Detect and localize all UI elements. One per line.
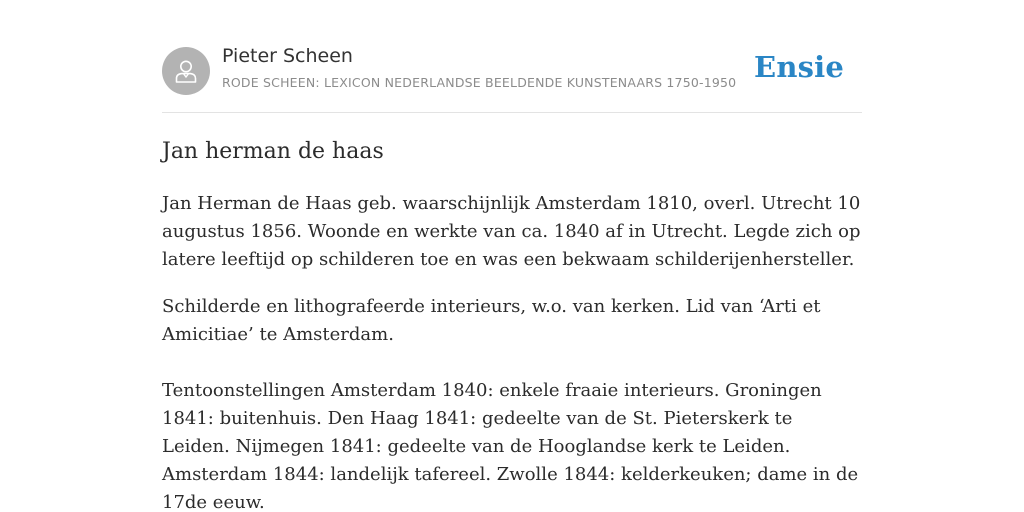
source-lexicon[interactable]: RODE SCHEEN: LEXICON NEDERLANDSE BEELDENDE KUNSTENAARS 1750-1950 bbox=[222, 75, 737, 90]
author-name[interactable]: Pieter Scheen bbox=[222, 45, 353, 67]
user-icon bbox=[171, 56, 201, 86]
entry-title: Jan herman de haas bbox=[162, 139, 384, 164]
entry-card bbox=[162, 0, 862, 512]
brand-logo[interactable]: Ensie bbox=[754, 50, 844, 84]
entry-paragraph-work: Schilderde en lithografeerde interieurs, w.o. van kerken. Lid van ‘Arti et Amicitiae’ te Amsterdam. bbox=[162, 296, 821, 345]
author-avatar[interactable] bbox=[162, 47, 210, 95]
entry-paragraph-bio: Jan Herman de Haas geb. waarschijnlijk Amsterdam 1810, overl. Utrecht 10 augustus 1856. Woonde en werkte van ca. 1840 af in Utrecht. Legde zich op latere leeftijd op schilderen toe en was een bekwaam schilderijenhersteller. bbox=[162, 193, 861, 270]
entry-header bbox=[162, 0, 862, 113]
entry-paragraph-exhibitions: Tentoonstellingen Amsterdam 1840: enkele fraaie interieurs. Groningen 1841: buitenhuis. Den Haag 1841: gedeelte van de St. Pieterskerk te Leiden. Nijmegen 1841: gedeelte van de Hooglandse kerk te Leiden. Amsterdam 1844: landelijk tafereel. Zwolle 1844: kelderkeuken; dame in de 17de eeuw. bbox=[162, 380, 859, 512]
